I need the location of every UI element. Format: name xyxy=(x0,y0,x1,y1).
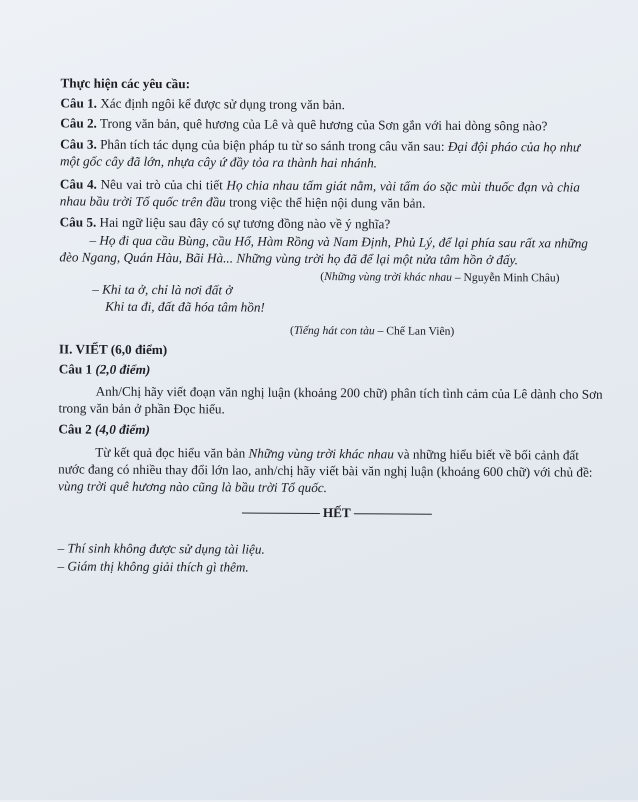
question-2 xyxy=(60,114,547,134)
writing-question-2-line-1b: và những hiểu biết về bối cảnh đất xyxy=(393,446,580,463)
end-rule-right xyxy=(354,514,432,515)
writing-question-2-heading xyxy=(58,420,150,438)
excerpt-2-source: (Tiếng hát con tàu – Chế Lan Viên) xyxy=(289,323,455,338)
question-4-label: Câu 4. xyxy=(59,176,97,192)
question-4-quote-a: Họ chia nhau tấm giát nằm, vài tấm áo sặc mùi thuốc đạn và chia xyxy=(226,177,580,195)
writing-question-2-title: Những vùng trời khác nhau xyxy=(248,445,394,462)
writing-question-1-heading xyxy=(59,360,151,378)
section-heading: Thực hiện các yêu cầu: xyxy=(60,75,191,92)
writing-question-2-label: Câu 2 xyxy=(58,421,92,437)
end-mark xyxy=(239,504,435,522)
excerpt-1-line-2: đèo Ngang, Quán Hàu, Bãi Hà... Những vùng trời họ đã để lại một nửa tâm hồn ở đấy. xyxy=(59,249,518,268)
note-1: – Thí sinh không được sử dụng tài liệu. xyxy=(57,540,265,557)
writing-question-2-points: (4,0 điểm) xyxy=(94,421,150,437)
question-4-cont xyxy=(60,192,426,211)
question-3-quote-a: Đại đội pháo của họ như xyxy=(447,138,581,155)
writing-question-2-line-1a: Từ kết quả đọc hiểu văn bản xyxy=(95,444,249,461)
end-mark-text: HẾT xyxy=(322,505,351,521)
question-1-text: Xác định ngôi kể được sử dụng trong văn bản. xyxy=(96,95,346,113)
writing-question-1-points: (2,0 điểm) xyxy=(95,361,151,377)
excerpt-1-source-title: Những vùng trời khác nhau xyxy=(324,270,453,284)
question-5-label: Câu 5. xyxy=(59,214,97,230)
question-2-text: Trong văn bản, quê hương của Lê và quê hương của Sơn gắn với hai dòng sông nào? xyxy=(96,115,548,134)
question-5 xyxy=(60,213,391,232)
question-4-quote-b: nhau bầu trời Tổ quốc trên đầu xyxy=(59,193,226,210)
question-2-label: Câu 2. xyxy=(60,115,97,131)
excerpt-1-source: (Những vùng trời khác nhau – Nguyễn Minh Châu) xyxy=(320,270,560,285)
section-2-label: II. VIẾT xyxy=(58,341,108,357)
writing-question-1-line-1: Anh/Chị hãy viết đoạn văn nghị luận (khoảng 200 chữ) phân tích tình cảm của Lê dành cho Sơn xyxy=(95,383,603,402)
question-1-label: Câu 1. xyxy=(60,95,98,111)
question-4-tail: trong việc thể hiện nội dung văn bản. xyxy=(225,194,426,211)
writing-question-2-line-3: vùng trời quê hương nào cũng là bầu trời Tổ quốc. xyxy=(57,478,328,496)
writing-question-2-line-2: nước đang có nhiều thay đổi lớn lao, anh/chị hãy viết bài văn nghị luận (khoảng 600 chữ) với chủ đề: xyxy=(58,461,593,480)
excerpt-2-source-title: Tiếng hát con tàu xyxy=(293,323,375,338)
excerpt-1-line-1: – Họ đi qua cầu Bùng, cầu Hổ, Hàm Rồng và Nam Định, Phủ Lý, để lại phía sau rất xa những xyxy=(89,232,588,251)
end-rule-left xyxy=(242,513,320,514)
note-2: – Giám thị không giải thích gì thêm. xyxy=(57,558,249,575)
section-2-points: (6,0 điểm) xyxy=(107,341,168,358)
writing-question-1-line-2: trong văn bản ở phần Đọc hiểu. xyxy=(58,400,225,417)
question-1 xyxy=(60,94,345,113)
excerpt-1-source-author: – Nguyễn Minh Châu) xyxy=(451,270,560,285)
excerpt-2-source-author: – Chế Lan Viên) xyxy=(374,324,455,338)
question-3-label: Câu 3. xyxy=(60,136,97,152)
excerpt-2-line-1: – Khi ta ở, chỉ là nơi đất ở xyxy=(92,281,233,298)
section-2-title xyxy=(59,340,167,358)
writing-question-1-label: Câu 1 xyxy=(58,361,93,377)
excerpt-2-line-2: Khi ta đi, đất đã hóa tâm hồn! xyxy=(105,298,265,315)
question-5-text: Hai ngữ liệu sau đây có sự tương đồng nào về ý nghĩa? xyxy=(96,214,391,232)
question-3-quote-b: một gốc cây đã lớn, nhựa cây ứ đầy tỏa ra thành hai nhánh. xyxy=(59,153,378,171)
question-3-text: Phân tích tác dụng của biện pháp tu từ so sánh trong câu văn sau: xyxy=(96,136,448,154)
question-4-text: Nêu vai trò của chi tiết xyxy=(96,176,227,193)
